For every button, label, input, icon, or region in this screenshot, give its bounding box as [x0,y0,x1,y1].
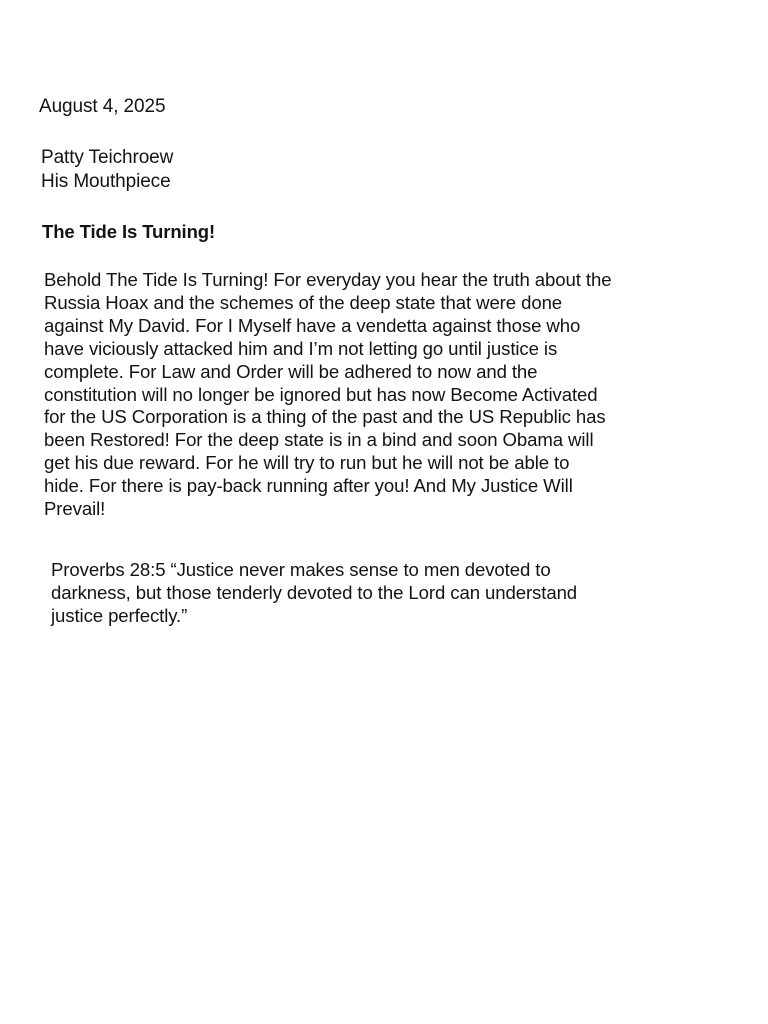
author-role: His Mouthpiece [41,171,171,192]
body-line: Russia Hoax and the schemes of the deep state that were done [44,291,563,313]
body-line: Prevail! [44,498,106,520]
body-line: get his due reward. For he will try to run but he will not be able to [44,452,570,474]
scripture-line: darkness, but those tenderly devoted to the Lord can understand [51,581,578,603]
body-line: constitution will no longer be ignored but has now Become Activated [44,383,598,405]
author-name: Patty Teichroew [41,147,174,168]
body-line: been Restored! For the deep state is in a bind and soon Obama will [44,429,594,451]
body-line: complete. For Law and Order will be adhered to now and the [44,360,538,382]
letter-body [44,269,714,521]
body-line: for the US Corporation is a thing of the past and the US Republic has [44,406,606,428]
body-line: have viciously attacked him and I’m not letting go until justice is [44,337,558,359]
scripture-line: justice perfectly.” [51,604,188,626]
author-block [41,146,641,194]
body-line: against My David. For I Myself have a vendetta against those who [44,314,581,336]
body-line: hide. For there is pay-back running after you! And My Justice Will [44,475,573,497]
scripture-quote [51,559,711,628]
letter-title: The Tide Is Turning! [42,221,216,242]
scripture-line: Proverbs 28:5 “Justice never makes sense to men devoted to [51,559,551,580]
letter-date: August 4, 2025 [39,96,166,117]
body-line: Behold The Tide Is Turning! For everyday you hear the truth about the [44,269,612,290]
